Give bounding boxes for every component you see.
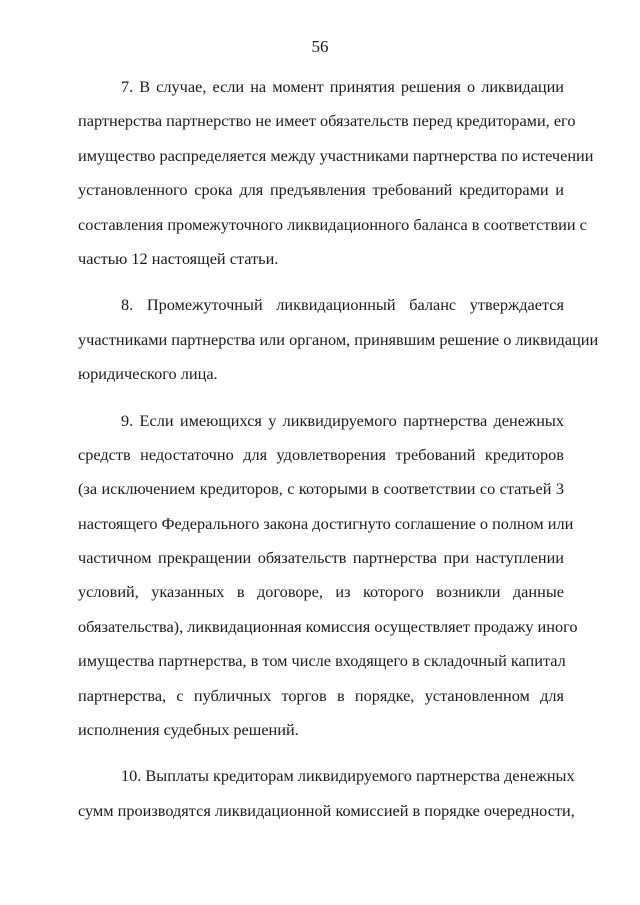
text-line: частью 12 настоящей статьи. [78, 248, 279, 268]
text-line: средств недостаточно для удовлетворения требований кредиторов [78, 444, 564, 464]
text-line: партнерства, с публичных торгов в порядке, установленном для [78, 685, 564, 705]
page-number: 56 [311, 37, 329, 56]
text-line: частичном прекращении обязательств партнерства при наступлении [78, 548, 564, 568]
text-line: 8. Промежуточный ликвидационный баланс утверждается [121, 295, 564, 315]
text-line: сумм производятся ликвидационной комиссией в порядке очередности, [78, 800, 575, 820]
text-line: (за исключением кредиторов, с которыми в соответствии со статьей 3 [78, 479, 564, 499]
text-line: 10. Выплаты кредиторам ликвидируемого партнерства денежных [121, 766, 575, 786]
paragraph-8 [78, 288, 599, 391]
text-line: имущества партнерства, в том числе входящего в складочный капитал [78, 651, 566, 671]
text-line: обязательства), ликвидационная комиссия осуществляет продажу иного [78, 616, 578, 636]
document-body [78, 70, 599, 828]
text-line: юридического лица. [78, 364, 218, 384]
text-line: составления промежуточного ликвидационного баланса в соответствии с [78, 214, 587, 234]
text-line: установленного срока для предъявления требований кредиторами и [78, 180, 564, 200]
text-line: имущество распределяется между участниками партнерства по истечении [78, 145, 594, 165]
text-line: участниками партнерства или органом, принявшим решение о ликвидации [78, 329, 599, 349]
paragraph-7 [78, 70, 594, 276]
text-line: 7. В случае, если на момент принятия решения о ликвидации [121, 77, 564, 96]
text-line: условий, указанных в договоре, из которого возникли данные [78, 582, 564, 602]
text-line: настоящего Федерального закона достигнуто соглашение о полном или [78, 513, 574, 533]
paragraph-9 [78, 404, 578, 748]
text-line: партнерства партнерство не имеет обязательств перед кредиторами, его [78, 111, 576, 131]
text-line: исполнения судебных решений. [78, 720, 299, 740]
text-line: 9. Если имеющихся у ликвидируемого партнерства денежных [121, 410, 564, 430]
paragraph-10 [78, 759, 575, 828]
